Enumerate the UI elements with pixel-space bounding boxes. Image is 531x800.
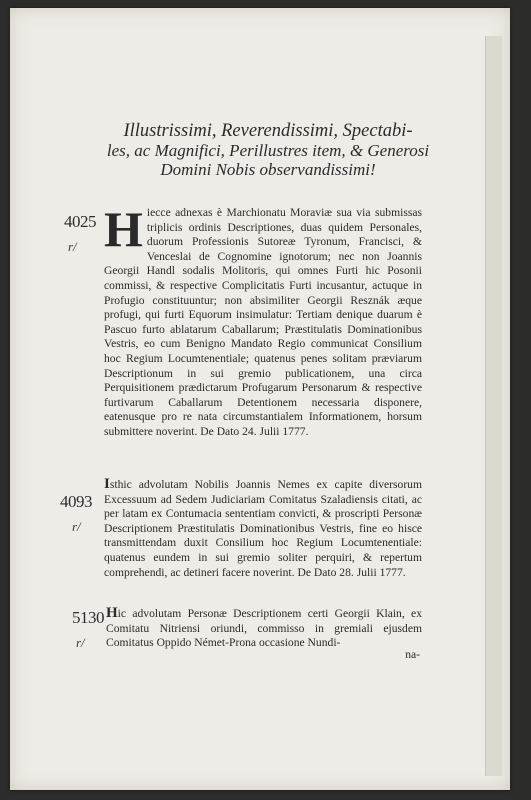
page-fold-edge <box>485 36 502 776</box>
entry-paragraph <box>106 606 422 651</box>
entry-number: 4093 <box>60 492 92 511</box>
entry-number: 4025 <box>64 212 96 231</box>
margin-mark-text: r/ <box>72 519 81 534</box>
margin-mark <box>76 636 85 649</box>
heading-line-2: les, ac Magnifici, Perillustres item, & Generosi <box>106 141 430 160</box>
heading-line-1: Illustrissimi, Reverendissimi, Spectabi- <box>123 121 413 141</box>
initial-letter: H <box>106 605 118 621</box>
entry-text: ic advolutam Personæ Descriptionem certi Georgii Klain, ex Comitatu Nitriensi oriundi, commisso in gremiali ejusdem Comitatus Oppido Német-Prona occasione Nundi- <box>106 607 422 650</box>
initial-letter: I <box>104 476 110 492</box>
entry-text: iecce adnexas è Marchionatu Moraviæ sua via submissas triplicis ordinis Descriptiones, duas quidem Personales, duorum Professionis Sutoreæ Tyronum, Francisci, & Venceslai de Cognomine ignotorum; nec non Joannis Georgii Handl sodalis Molitoris, qui omnes Furti hic Posonii commissi, & respective Complicitatis Furti incusantur, actuque in Profugio constituuntur; non absimiliter Georgii Resznák æque profugi, qui furti Equorum insimulatur: Tertiam denique duarum è Pascuo furto ablatarum Caballarum; Præstitulatis Dominationibus Vestris, eo cum Benigno Mandato Regio communicat Consilium hoc Regium Locumtenentiale; quatenus penes solitam præviarum Descriptionum in sui gremio publicationem, una circa Perquisitionem prædictarum Profugarum Personarum & respective furtivarum Caballarum Detentionem necessaria disponere, eatenusque pro re nata circumstantialem Informationem, horsum submittere noverint. De Dato 24. Julii 1777. <box>104 206 422 438</box>
entry-paragraph <box>104 201 422 440</box>
entry-text: sthic advolutam Nobilis Joannis Nemes ex capite diversorum Excessuum ad Sedem Judiciariam Comitatus Szaladiensis citati, ac per latam ex Contumacia sententiam convicti, & proscripti Personæ Descriptionem Præstitulatis Dominationibus Vestris, fine eo hisce transmittendam duxit Consilium hoc Regium Locumtenentiale: quatenus eundem in sui gremio soliter perquiri, & repertum comprehendi, ac detineri facere noverint. De Dato 28. Julii 1777. <box>104 478 422 579</box>
margin-mark-text: r/ <box>76 635 85 650</box>
drop-cap: H <box>104 201 143 257</box>
margin-mark-text: r/ <box>68 239 77 254</box>
entry-paragraph <box>104 477 422 580</box>
catchword: na- <box>405 648 420 661</box>
heading-line-3: Domini Nobis observandissimi! <box>160 160 376 179</box>
document-page <box>10 8 510 790</box>
entry-number: 5130 <box>72 608 104 627</box>
salutation-heading <box>102 122 434 179</box>
margin-mark <box>68 240 77 253</box>
margin-mark <box>72 520 81 533</box>
